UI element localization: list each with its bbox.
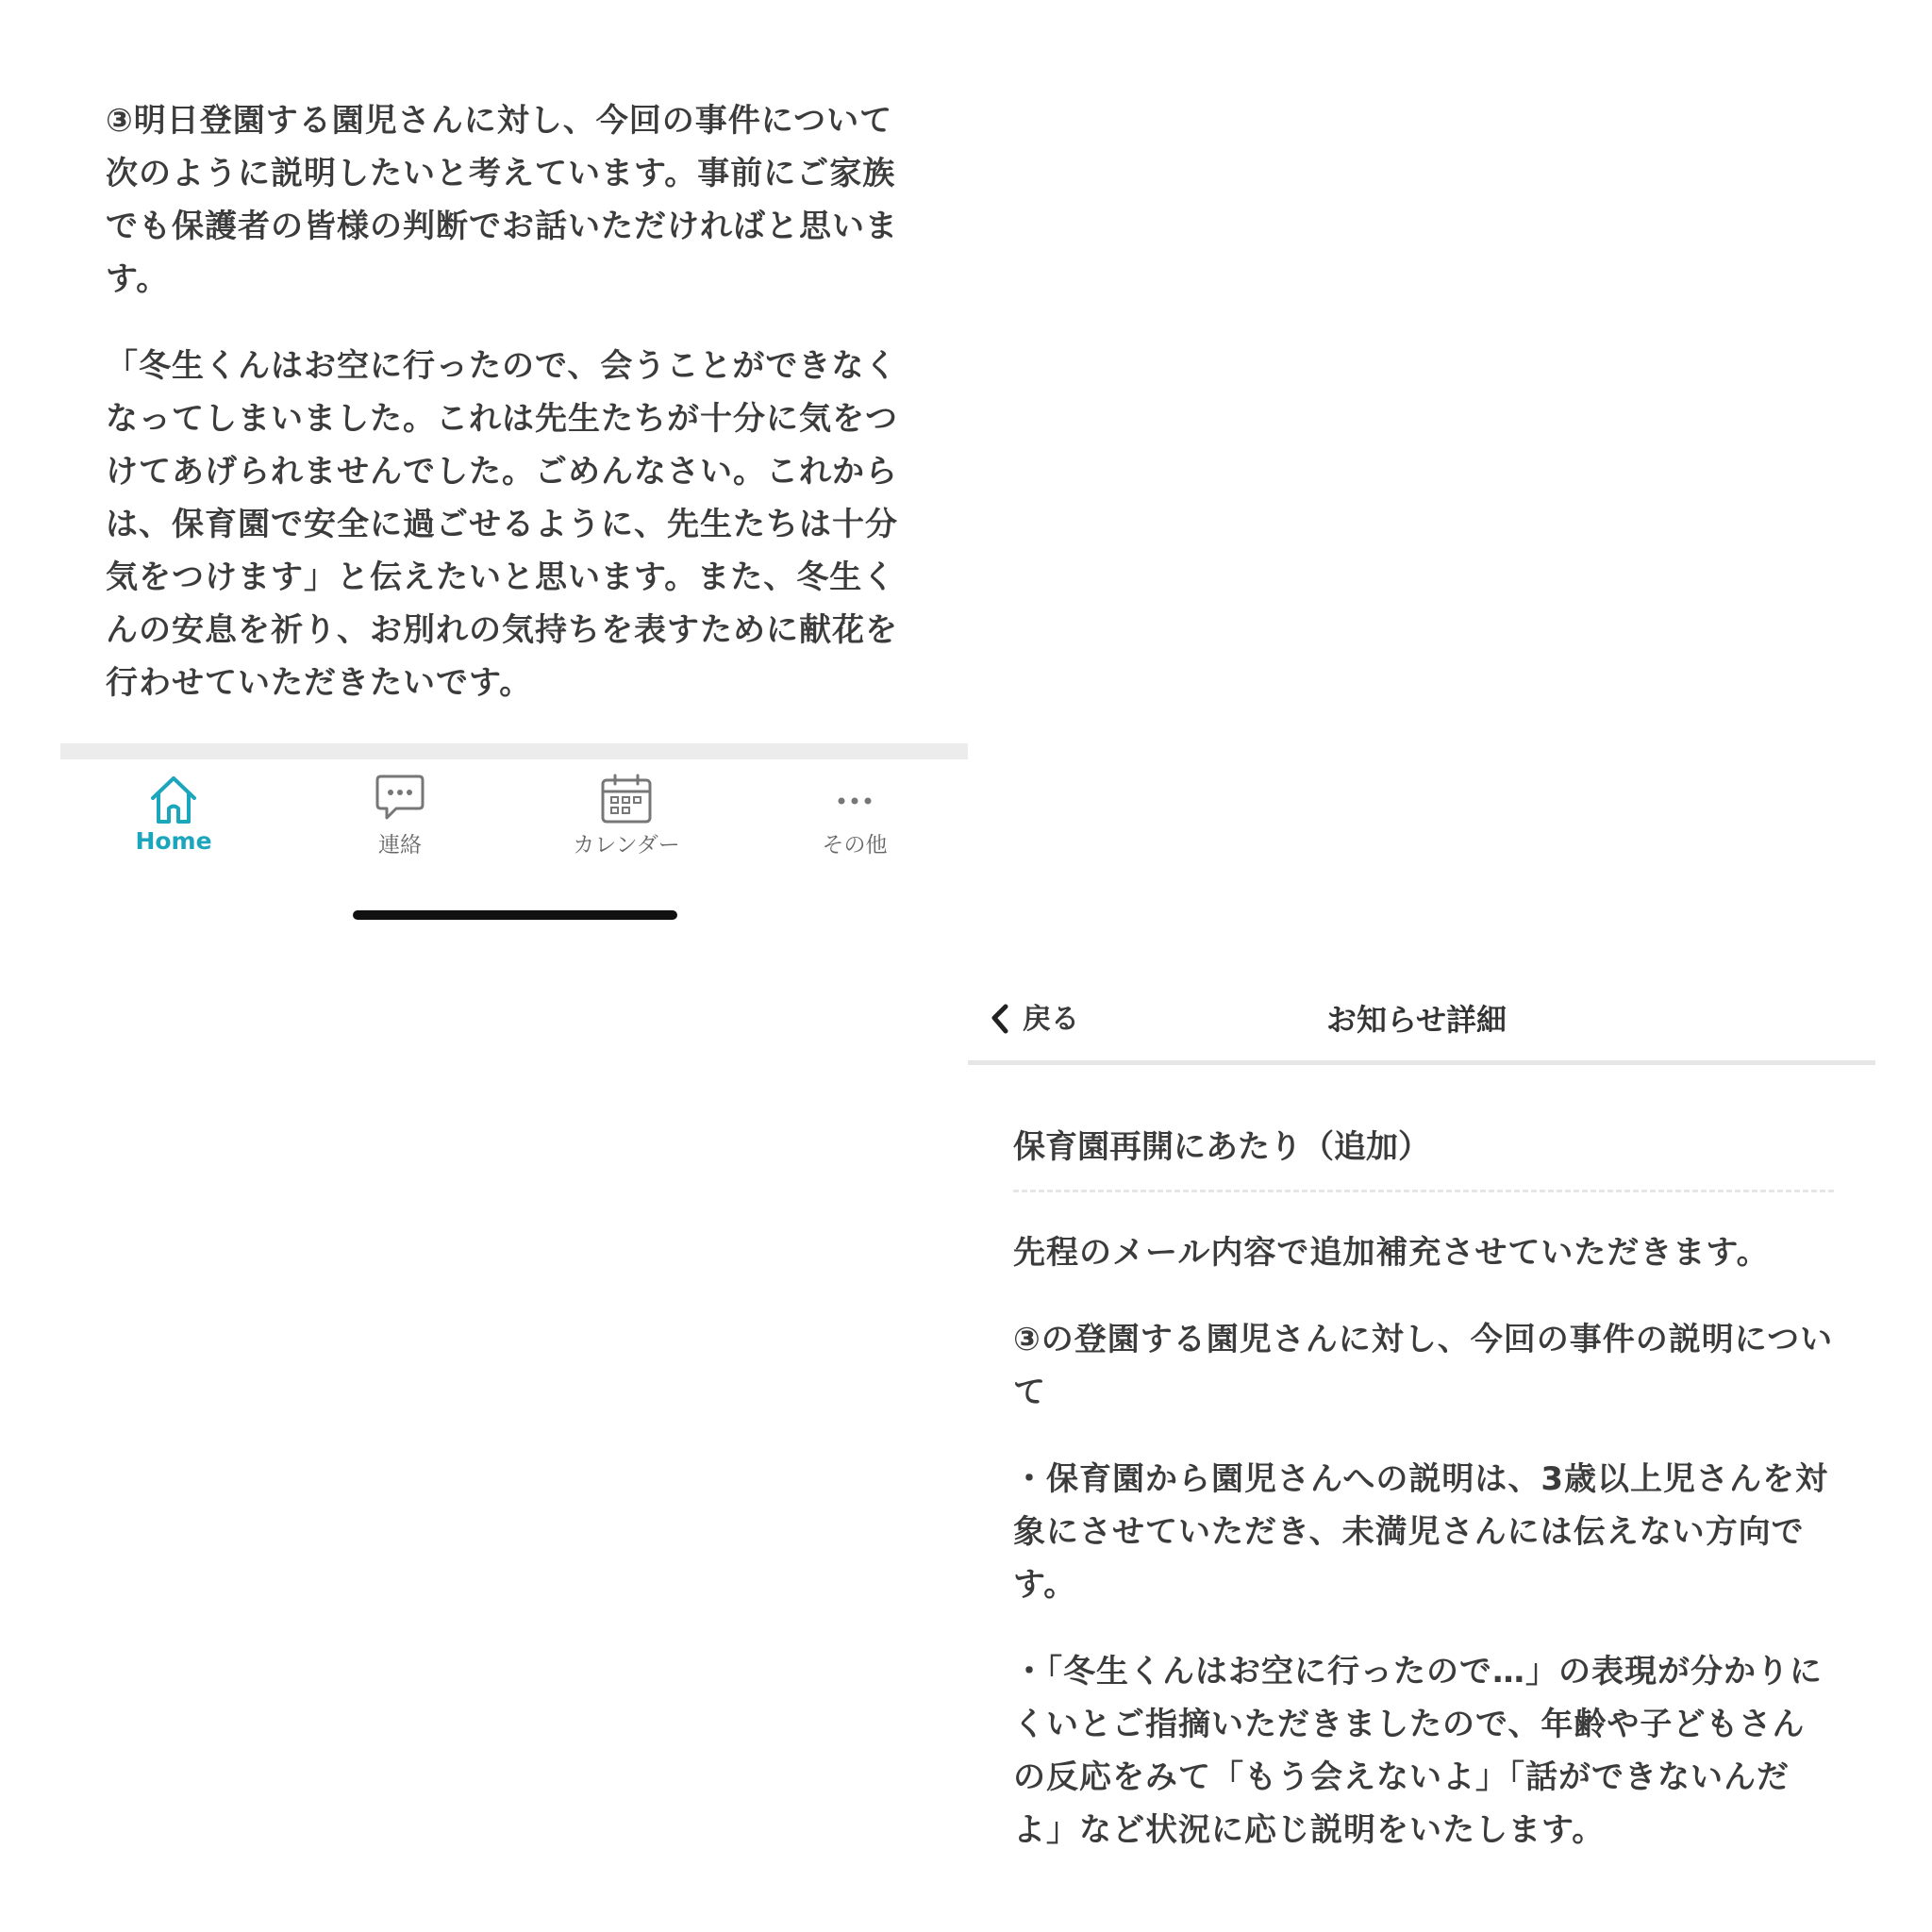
notice-title: 保育園再開にあたり（追加） [1013,1121,1834,1192]
tab-label: Home [135,827,212,855]
tab-home[interactable] [79,773,268,867]
back-chevron-icon [987,997,1015,1035]
calendar-icon [598,773,655,825]
back-button[interactable] [987,992,1079,1040]
tab-label: カレンダー [573,833,680,858]
tab-label: 連絡 [378,833,422,858]
back-label: 戻る [1023,1003,1079,1036]
home-indicator[interactable] [353,910,677,920]
navigation-bar [968,962,1875,1065]
chat-bubble-icon [372,773,428,825]
notice-paragraph: ・「冬生くんはお空に行ったので…」の表現が分かりにくいとご指摘いただきましたので、年齢や子どもさんの反応をみて「もう会えないよ」「話ができないんだよ」など状況に応じ説明をいたします。 [1013,1653,1823,1849]
notice-paragraph: ③の登園する園児さんに対し、今回の事件の説明について [1013,1321,1834,1411]
bottom-tab-bar [60,759,968,873]
message-paragraph: ③明日登園する園児さんに対し、今回の事件について次のように説明したいと考えています。事前にご家族でも保護者の皆様の判断でお話いただければと思います。 [106,102,898,298]
notice-paragraph: ・保育園から園児さんへの説明は、3歳以上児さんを対象にさせていただき、未満児さんには伝えない方向です。 [1013,1460,1828,1604]
tab-contact[interactable] [306,773,494,867]
tab-label: その他 [822,833,888,858]
message-paragraph: 「冬生くんはお空に行ったので、会うことができなくなってしまいました。これは先生たちが十分に気をつけてあげられませんでした。ごめんなさい。これからは、保育園で安全に過ごせるように、先生たちは十分気をつけます」と伝えたいと思います。また、冬生くんの安息を祈り、お別れの気持ちを表すために献花を行わせていただきたいです。 [106,347,898,702]
page-title: お知らせ詳細 [1326,1002,1507,1038]
left-screen [60,0,968,943]
tab-calendar[interactable] [532,773,721,867]
more-dots-icon [826,773,883,825]
notice-paragraph: 先程のメール内容で追加補充させていただきます。 [1013,1234,1770,1272]
tabbar-divider [60,743,968,759]
right-screen [968,962,1875,1932]
home-icon [145,773,202,825]
tab-more[interactable] [760,773,949,867]
